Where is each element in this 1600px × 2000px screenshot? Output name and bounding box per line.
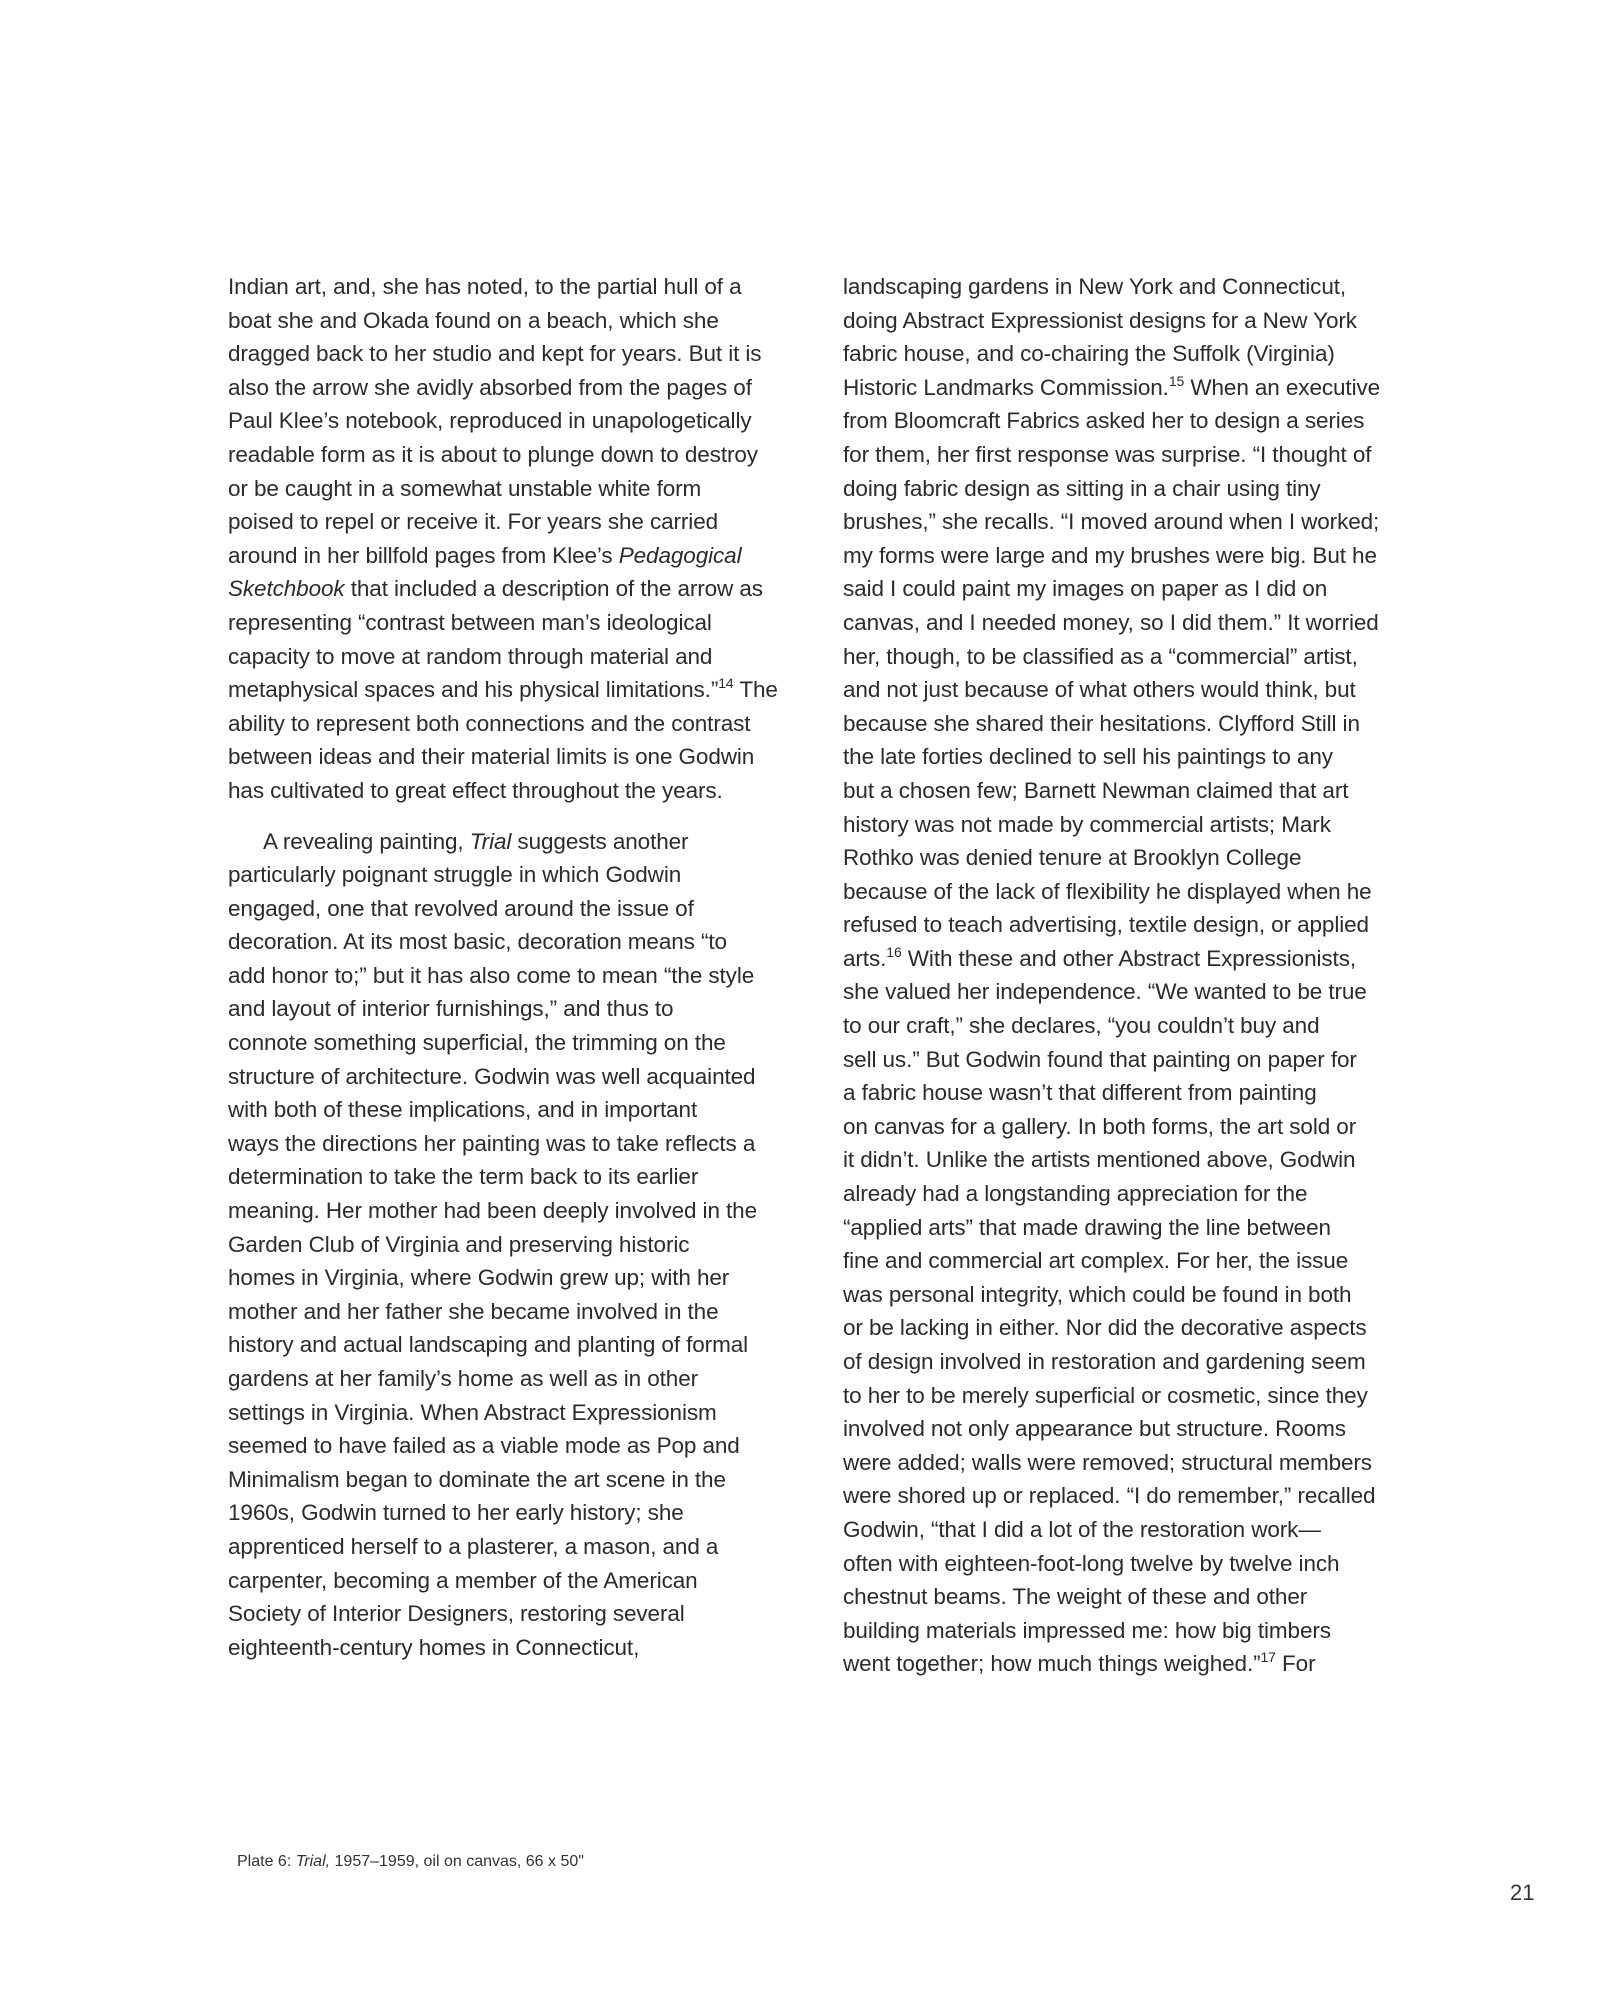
text-span: suggests another <box>511 828 689 854</box>
text-span: that included a description of the arrow as <box>344 576 763 602</box>
text-line: sell us.” But Godwin found that painting on paper for <box>843 1046 1357 1072</box>
text-line: fine and commercial art complex. For her, the issue <box>843 1248 1349 1274</box>
plate-caption <box>237 1852 584 1872</box>
caption-prefix: Plate 6: <box>237 1853 296 1870</box>
text-line: building materials impressed me: how big timbers <box>843 1617 1331 1643</box>
text-line <box>228 539 828 573</box>
text-line: fabric house, and co-chairing the Suffolk (Virginia) <box>843 341 1335 367</box>
text-span: went together; how much things weighed.” <box>843 1651 1261 1677</box>
text-line: from Bloomcraft Fabrics asked her to design a series <box>843 408 1365 434</box>
text-span: Historic Landmarks Commission. <box>843 374 1169 400</box>
text-line: ways the directions her painting was to take reflects a <box>228 1130 756 1156</box>
text-line <box>843 1647 1443 1681</box>
caption-details: 1957–1959, oil on canvas, 66 x 50" <box>330 1853 584 1870</box>
text-line: her, though, to be classified as a “commercial” artist, <box>843 643 1358 669</box>
paragraph <box>228 825 828 1665</box>
text-line: eighteenth-century homes in Connecticut, <box>228 1634 640 1660</box>
text-line: Indian art, and, she has noted, to the partial hull of a <box>228 274 742 299</box>
text-line: determination to take the term back to its earlier <box>228 1164 699 1190</box>
footnote-ref: 17 <box>1260 1649 1276 1666</box>
text-line: meaning. Her mother had been deeply involved in the <box>228 1198 757 1224</box>
text-line: particularly poignant struggle in which Godwin <box>228 862 682 888</box>
text-line <box>228 572 828 606</box>
right-column <box>843 270 1443 1681</box>
text-line: history was not made by commercial artists; Mark <box>843 811 1331 837</box>
text-line: mother and her father she became involved in the <box>228 1298 719 1324</box>
text-line: Minimalism began to dominate the art scene in the <box>228 1466 726 1492</box>
text-line: connote something superficial, the trimming on the <box>228 1030 726 1056</box>
text-span: For <box>1275 1651 1316 1677</box>
text-line: were added; walls were removed; structural members <box>843 1449 1372 1475</box>
text-line: 1960s, Godwin turned to her early history; she <box>228 1500 684 1526</box>
text-line: to her to be merely superficial or cosmetic, since they <box>843 1382 1368 1408</box>
text-line: or be caught in a somewhat unstable white form <box>228 475 702 501</box>
text-line: often with eighteen-foot-long twelve by twelve inch <box>843 1550 1340 1576</box>
page-number: 21 <box>1510 1880 1535 1905</box>
paragraph <box>228 270 828 808</box>
text-line: decoration. At its most basic, decoration means “to <box>228 929 727 955</box>
text-line: Garden Club of Virginia and preserving historic <box>228 1231 690 1257</box>
text-line: brushes,” she recalls. “I moved around when I worked; <box>843 509 1380 535</box>
text-line: capacity to move at random through material and <box>228 643 713 669</box>
text-span: When an executive <box>1184 374 1381 400</box>
text-line: Godwin, “that I did a lot of the restoration work— <box>843 1516 1321 1542</box>
text-line: “applied arts” that made drawing the line between <box>843 1214 1331 1240</box>
text-line: poised to repel or receive it. For years she carried <box>228 509 719 535</box>
text-line: settings in Virginia. When Abstract Expressionism <box>228 1399 717 1425</box>
text-line <box>228 825 828 859</box>
text-line: she valued her independence. “We wanted to be true <box>843 979 1367 1005</box>
text-line: representing “contrast between man’s ideological <box>228 609 712 635</box>
text-line: for them, her first response was surprise. “I thought of <box>843 441 1372 467</box>
text-line: apprenticed herself to a plasterer, a mason, and a <box>228 1533 719 1559</box>
text-line: structure of architecture. Godwin was well acquainted <box>228 1063 756 1089</box>
text-line: were shored up or replaced. “I do remember,” recalled <box>843 1483 1376 1509</box>
text-line: landscaping gardens in New York and Connecticut, <box>843 274 1347 299</box>
text-line: boat she and Okada found on a beach, which she <box>228 307 719 333</box>
text-line: dragged back to her studio and kept for years. But it is <box>228 341 762 367</box>
book-title: Sketchbook <box>228 576 345 602</box>
text-span: around in her billfold pages from Klee’s <box>228 542 619 568</box>
text-line: history and actual landscaping and planting of formal <box>228 1332 749 1358</box>
text-line: involved not only appearance but structure. Rooms <box>843 1416 1346 1442</box>
left-column <box>228 270 828 1664</box>
text-line: already had a longstanding appreciation for the <box>843 1181 1308 1207</box>
artwork-title: Trial <box>469 828 512 854</box>
text-line: ability to represent both connections and the contrast <box>228 710 751 736</box>
text-line: Paul Klee’s notebook, reproduced in unapologetically <box>228 408 752 434</box>
text-line: was personal integrity, which could be found in both <box>843 1281 1352 1307</box>
text-line: the late forties declined to sell his paintings to any <box>843 744 1333 770</box>
text-line: canvas, and I needed money, so I did them.” It worried <box>843 609 1379 635</box>
paragraph-gap <box>228 808 828 825</box>
text-line: my forms were large and my brushes were big. But he <box>843 542 1377 568</box>
text-line: has cultivated to great effect throughout the years. <box>228 777 723 803</box>
text-line: and layout of interior furnishings,” and thus to <box>228 996 674 1022</box>
text-line: but a chosen few; Barnett Newman claimed that art <box>843 777 1349 803</box>
footnote-ref: 15 <box>1168 372 1185 389</box>
text-line: of design involved in restoration and gardening seem <box>843 1349 1366 1374</box>
text-line: Rothko was denied tenure at Brooklyn College <box>843 845 1302 871</box>
text-line: between ideas and their material limits is one Godwin <box>228 744 755 770</box>
text-line: refused to teach advertising, textile design, or applied <box>843 912 1369 938</box>
text-line: to our craft,” she declares, “you couldn’t buy and <box>843 1013 1320 1039</box>
text-line: it didn’t. Unlike the artists mentioned above, Godwin <box>843 1147 1356 1173</box>
text-line: and not just because of what others would think, but <box>843 677 1356 703</box>
text-line: readable form as it is about to plunge down to destroy <box>228 441 758 467</box>
text-span: metaphysical spaces and his physical limitations.” <box>228 677 719 703</box>
caption-title: Trial, <box>295 1853 331 1870</box>
book-title: Pedagogical <box>618 542 742 568</box>
text-line: chestnut beams. The weight of these and other <box>843 1584 1308 1610</box>
text-line: or be lacking in either. Nor did the decorative aspects <box>843 1315 1367 1341</box>
text-line: doing Abstract Expressionist designs for a New York <box>843 307 1357 333</box>
text-line: gardens at her family’s home as well as in other <box>228 1366 699 1391</box>
text-line <box>228 673 828 707</box>
text-span: With these and other Abstract Expressionists, <box>901 945 1357 971</box>
text-line: on canvas for a gallery. In both forms, the art sold or <box>843 1113 1357 1139</box>
text-line: with both of these implications, and in important <box>228 1097 698 1123</box>
text-line <box>843 371 1443 405</box>
text-line: engaged, one that revolved around the issue of <box>228 895 694 921</box>
text-span: arts. <box>843 945 887 971</box>
footnote-ref: 16 <box>886 943 902 960</box>
text-line: carpenter, becoming a member of the American <box>228 1567 698 1593</box>
text-line <box>843 942 1443 976</box>
footnote-ref: 14 <box>718 675 734 692</box>
text-line: because of the lack of flexibility he displayed when he <box>843 878 1372 904</box>
text-line: Society of Interior Designers, restoring several <box>228 1601 685 1627</box>
text-line: homes in Virginia, where Godwin grew up; with her <box>228 1265 730 1291</box>
text-line: said I could paint my images on paper as I did on <box>843 576 1328 602</box>
text-line: because she shared their hesitations. Clyfford Still in <box>843 710 1360 736</box>
text-line: add honor to;” but it has also come to mean “the style <box>228 962 755 988</box>
text-span: The <box>733 677 778 703</box>
text-line: also the arrow she avidly absorbed from the pages of <box>228 374 752 400</box>
text-line: doing fabric design as sitting in a chair using tiny <box>843 475 1321 501</box>
text-line: seemed to have failed as a viable mode as Pop and <box>228 1433 740 1459</box>
text-line: a fabric house wasn’t that different from painting <box>843 1080 1317 1106</box>
text-span: A revealing painting, <box>263 828 470 854</box>
